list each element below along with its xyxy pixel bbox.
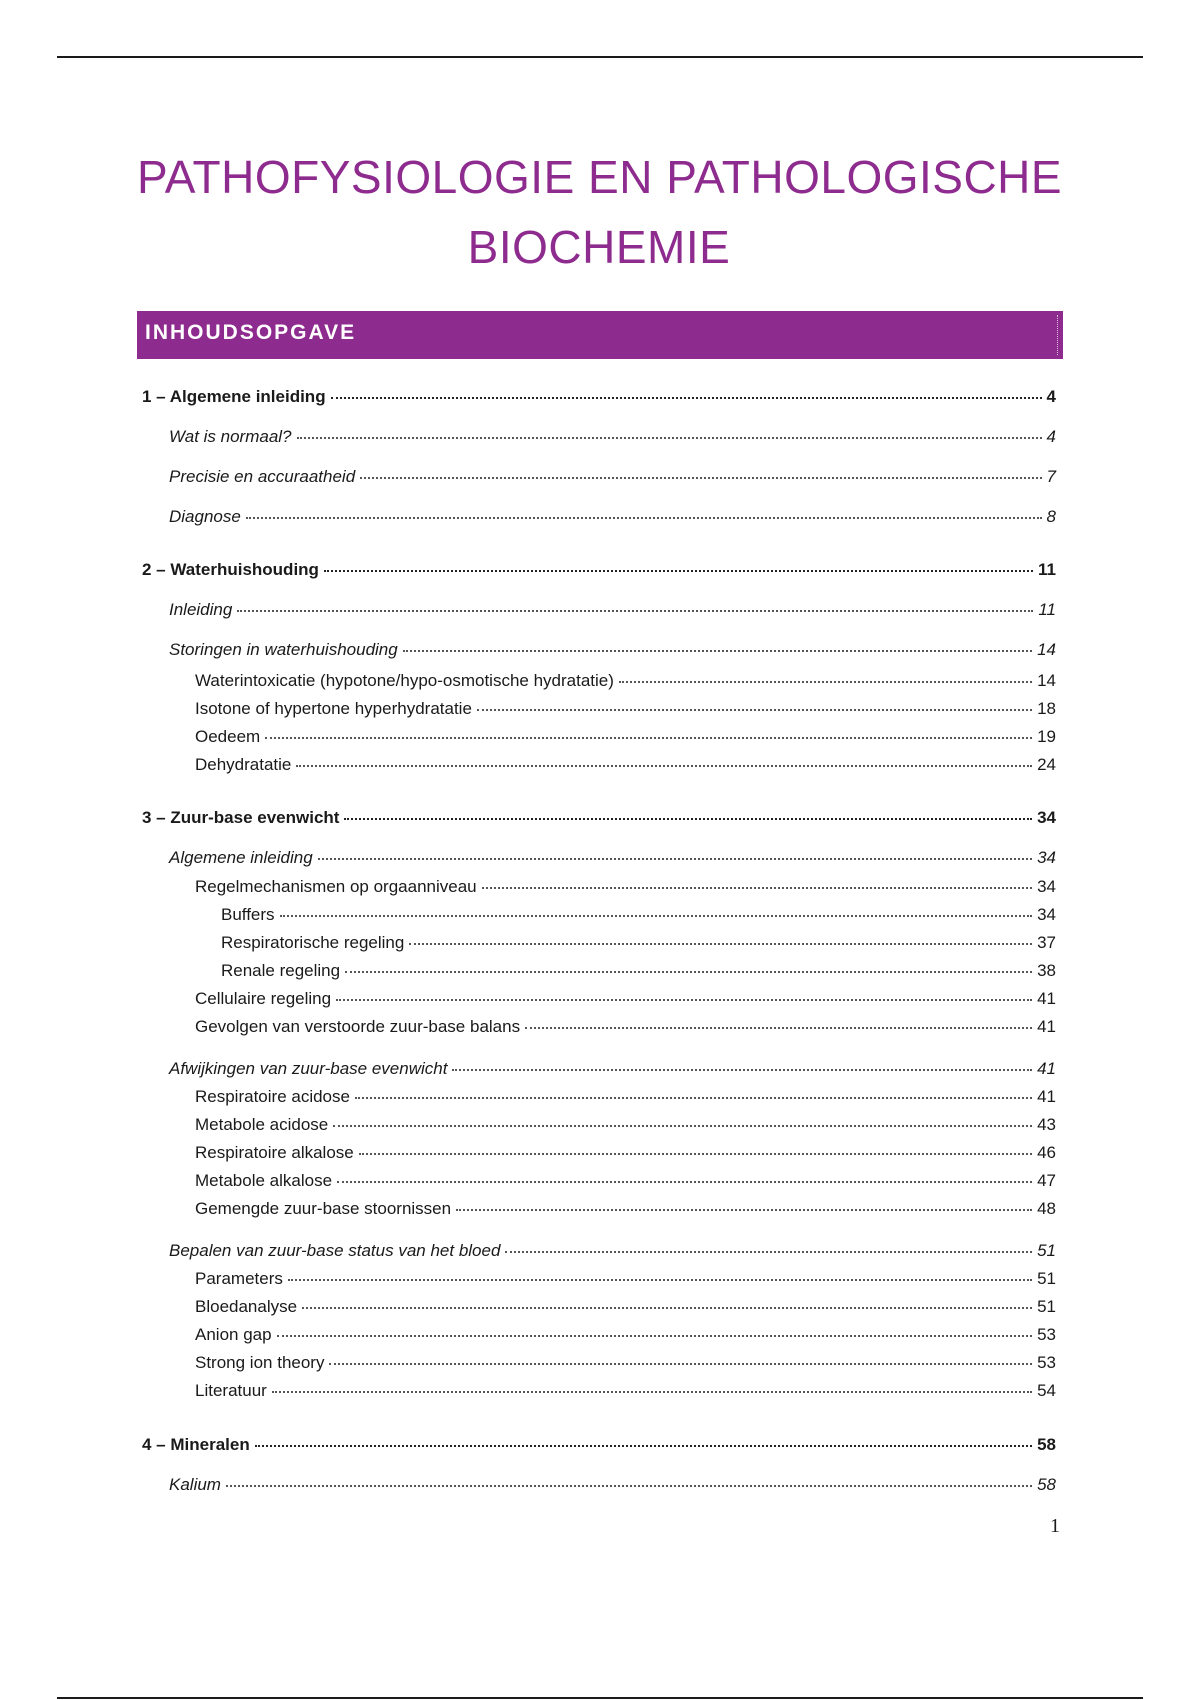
toc-entry[interactable]	[195, 1164, 1056, 1192]
toc-entry-page: 4	[1046, 427, 1056, 446]
toc-entry[interactable]	[195, 1136, 1056, 1164]
toc-dot-leader	[482, 867, 1032, 889]
toc-entry[interactable]	[195, 1290, 1056, 1318]
toc-entry[interactable]	[195, 720, 1056, 748]
toc-entry-page: 41	[1037, 1059, 1056, 1078]
toc-entry-label: 4 – Mineralen	[142, 1435, 250, 1454]
toc-entry[interactable]	[195, 1262, 1056, 1290]
toc-entry-label: Precisie en accuraatheid	[169, 467, 356, 486]
page-number: 1	[1050, 1515, 1060, 1537]
toc-dot-leader	[277, 1315, 1033, 1337]
toc-entry[interactable]	[195, 1080, 1056, 1108]
toc-entry[interactable]	[169, 1468, 1056, 1496]
toc-entry[interactable]	[195, 692, 1056, 720]
toc-dot-leader	[296, 745, 1032, 767]
toc-entry-label: Waterintoxicatie (hypotone/hypo-osmotische hydratatie)	[195, 671, 614, 690]
toc-dot-leader	[409, 923, 1032, 945]
toc-dot-leader	[345, 951, 1032, 973]
toc-entry[interactable]	[195, 1010, 1056, 1038]
toc-dot-leader	[456, 1189, 1032, 1211]
toc-dot-leader	[297, 417, 1042, 439]
toc-dot-leader	[333, 1105, 1032, 1127]
toc-entry-label: Bloedanalyse	[195, 1297, 298, 1316]
toc-entry[interactable]	[195, 1374, 1056, 1402]
toc-entry-label: Parameters	[195, 1269, 283, 1288]
toc-entry[interactable]	[142, 801, 1056, 829]
toc-entry-page: 4	[1046, 387, 1056, 406]
toc-dot-leader	[237, 590, 1033, 612]
toc-dot-leader	[360, 457, 1041, 479]
toc-dot-leader	[525, 1007, 1032, 1029]
toc-dot-leader	[246, 497, 1042, 519]
toc-entry-page: 24	[1037, 755, 1056, 774]
toc-entry-page: 41	[1037, 1087, 1056, 1106]
toc-dot-leader	[359, 1133, 1032, 1155]
toc-entry[interactable]	[169, 420, 1056, 448]
toc-entry[interactable]	[195, 982, 1056, 1010]
toc-entry[interactable]	[169, 841, 1056, 869]
toc-dot-leader	[344, 798, 1032, 820]
document-title-line-1: PATHOFYSIOLOGIE EN PATHOLOGISCHE	[137, 151, 1063, 203]
toc-entry-page: 53	[1037, 1325, 1056, 1344]
document-title-line-2: BIOCHEMIE	[467, 221, 731, 273]
toc-entry[interactable]	[169, 1234, 1056, 1262]
toc-entry-page: 51	[1037, 1269, 1056, 1288]
toc-dot-leader	[329, 1343, 1032, 1365]
toc-dot-leader	[619, 661, 1032, 683]
toc-entry-page: 34	[1037, 905, 1056, 924]
toc-entry-label: Metabole acidose	[195, 1115, 329, 1134]
toc-entry[interactable]	[195, 1346, 1056, 1374]
toc-entry-page: 7	[1046, 467, 1056, 486]
toc-entry-page: 38	[1037, 961, 1056, 980]
toc-entry-page: 8	[1046, 507, 1056, 526]
toc-entry[interactable]	[195, 664, 1056, 692]
toc-dot-leader	[331, 377, 1042, 399]
toc-entry-label: Inleiding	[169, 600, 233, 619]
toc-entry-label: Strong ion theory	[195, 1353, 325, 1372]
toc-entry-label: Wat is normaal?	[169, 427, 292, 446]
toc-dot-leader	[403, 630, 1032, 652]
toc-entry[interactable]	[169, 500, 1056, 528]
toc-entry-label: Literatuur	[195, 1381, 267, 1400]
toc-dot-leader	[337, 1161, 1032, 1183]
toc-entry-page: 34	[1037, 848, 1056, 867]
toc-dot-leader	[505, 1231, 1032, 1253]
toc-entry[interactable]	[169, 1052, 1056, 1080]
toc-entry-page: 58	[1037, 1475, 1056, 1494]
toc-entry-page: 41	[1037, 1017, 1056, 1036]
toc-entry-page: 14	[1037, 671, 1056, 690]
toc-entry-label: Gemengde zuur-base stoornissen	[195, 1199, 452, 1218]
toc-entry-label: Cellulaire regeling	[195, 989, 332, 1008]
toc-entry-page: 37	[1037, 933, 1056, 952]
toc-entry[interactable]	[142, 1428, 1056, 1456]
toc-entry-page: 34	[1037, 808, 1056, 827]
toc-entry-page: 19	[1037, 727, 1056, 746]
toc-entry[interactable]	[142, 553, 1056, 581]
toc-entry-label: Dehydratatie	[195, 755, 292, 774]
toc-dot-leader	[280, 895, 1033, 917]
toc-entry-label: Renale regeling	[221, 961, 341, 980]
toc-entry[interactable]	[195, 870, 1056, 898]
toc-entry-page: 51	[1037, 1241, 1056, 1260]
toc-dot-leader	[302, 1287, 1032, 1309]
toc-entry[interactable]	[142, 380, 1056, 408]
toc-entry-label: Diagnose	[169, 507, 241, 526]
top-rule	[57, 56, 1143, 58]
toc-entry-label: Gevolgen van verstoorde zuur-base balans	[195, 1017, 521, 1036]
toc-entry-page: 58	[1037, 1435, 1056, 1454]
toc-entry-label: Algemene inleiding	[169, 848, 313, 867]
toc-entry[interactable]	[195, 1108, 1056, 1136]
toc-entry[interactable]	[221, 926, 1056, 954]
toc-dot-leader	[226, 1465, 1032, 1487]
toc-entry-label: Respiratoire acidose	[195, 1087, 350, 1106]
toc-entry-page: 46	[1037, 1143, 1056, 1162]
toc-entry-label: Metabole alkalose	[195, 1171, 333, 1190]
toc-dot-leader	[288, 1259, 1032, 1281]
toc-entry-page: 53	[1037, 1353, 1056, 1372]
toc-entry-label: 2 – Waterhuishouding	[142, 560, 319, 579]
toc-entry[interactable]	[195, 1192, 1056, 1220]
bottom-rule	[57, 1697, 1143, 1699]
toc-entry-page: 11	[1038, 600, 1056, 619]
toc-entry-label: Anion gap	[195, 1325, 272, 1344]
toc-dot-leader	[336, 979, 1032, 1001]
toc-entry[interactable]	[169, 593, 1056, 621]
toc-entry-label: Bepalen van zuur-base status van het bloed	[169, 1241, 501, 1260]
toc-entry[interactable]	[169, 633, 1056, 661]
toc-entry-page: 18	[1037, 699, 1056, 718]
toc-dot-leader	[318, 838, 1032, 860]
toc-heading: INHOUDSOPGAVE	[137, 311, 1063, 359]
toc-entry-label: Isotone of hypertone hyperhydratatie	[195, 699, 472, 718]
toc-dot-leader	[324, 550, 1033, 572]
toc-entry-page: 43	[1037, 1115, 1056, 1134]
toc-entry[interactable]	[195, 748, 1056, 776]
toc-entry-page: 48	[1037, 1199, 1056, 1218]
toc-entry-page: 47	[1037, 1171, 1056, 1190]
toc-entry[interactable]	[195, 1318, 1056, 1346]
toc-entry-label: Afwijkingen van zuur-base evenwicht	[169, 1059, 448, 1078]
toc-entry-label: Oedeem	[195, 727, 261, 746]
toc-entry-label: 1 – Algemene inleiding	[142, 387, 326, 406]
toc-entry-label: Storingen in waterhuishouding	[169, 640, 398, 659]
toc-entry-label: Kalium	[169, 1475, 221, 1494]
toc-entry-label: Respiratoire alkalose	[195, 1143, 354, 1162]
toc-entry[interactable]	[221, 954, 1056, 982]
toc-entry-page: 51	[1037, 1297, 1056, 1316]
toc-entry-label: Regelmechanismen op orgaanniveau	[195, 877, 477, 896]
toc-dot-leader	[452, 1049, 1032, 1071]
toc-entry-page: 11	[1038, 560, 1056, 579]
document-title	[137, 142, 1061, 282]
toc-entry-page: 54	[1037, 1381, 1056, 1400]
toc-entry-label: Buffers	[221, 905, 275, 924]
toc-entry[interactable]	[221, 898, 1056, 926]
toc-entry-page: 41	[1037, 989, 1056, 1008]
toc-dot-leader	[255, 1425, 1032, 1447]
toc-dot-leader	[272, 1371, 1032, 1393]
toc-entry-label: Respiratorische regeling	[221, 933, 405, 952]
toc-dot-leader	[355, 1077, 1032, 1099]
toc-entry-label: 3 – Zuur-base evenwicht	[142, 808, 340, 827]
toc-entry-page: 14	[1037, 640, 1056, 659]
toc-entry[interactable]	[169, 460, 1056, 488]
toc-dot-leader	[477, 689, 1032, 711]
toc-entry-page: 34	[1037, 877, 1056, 896]
toc-dot-leader	[265, 717, 1032, 739]
